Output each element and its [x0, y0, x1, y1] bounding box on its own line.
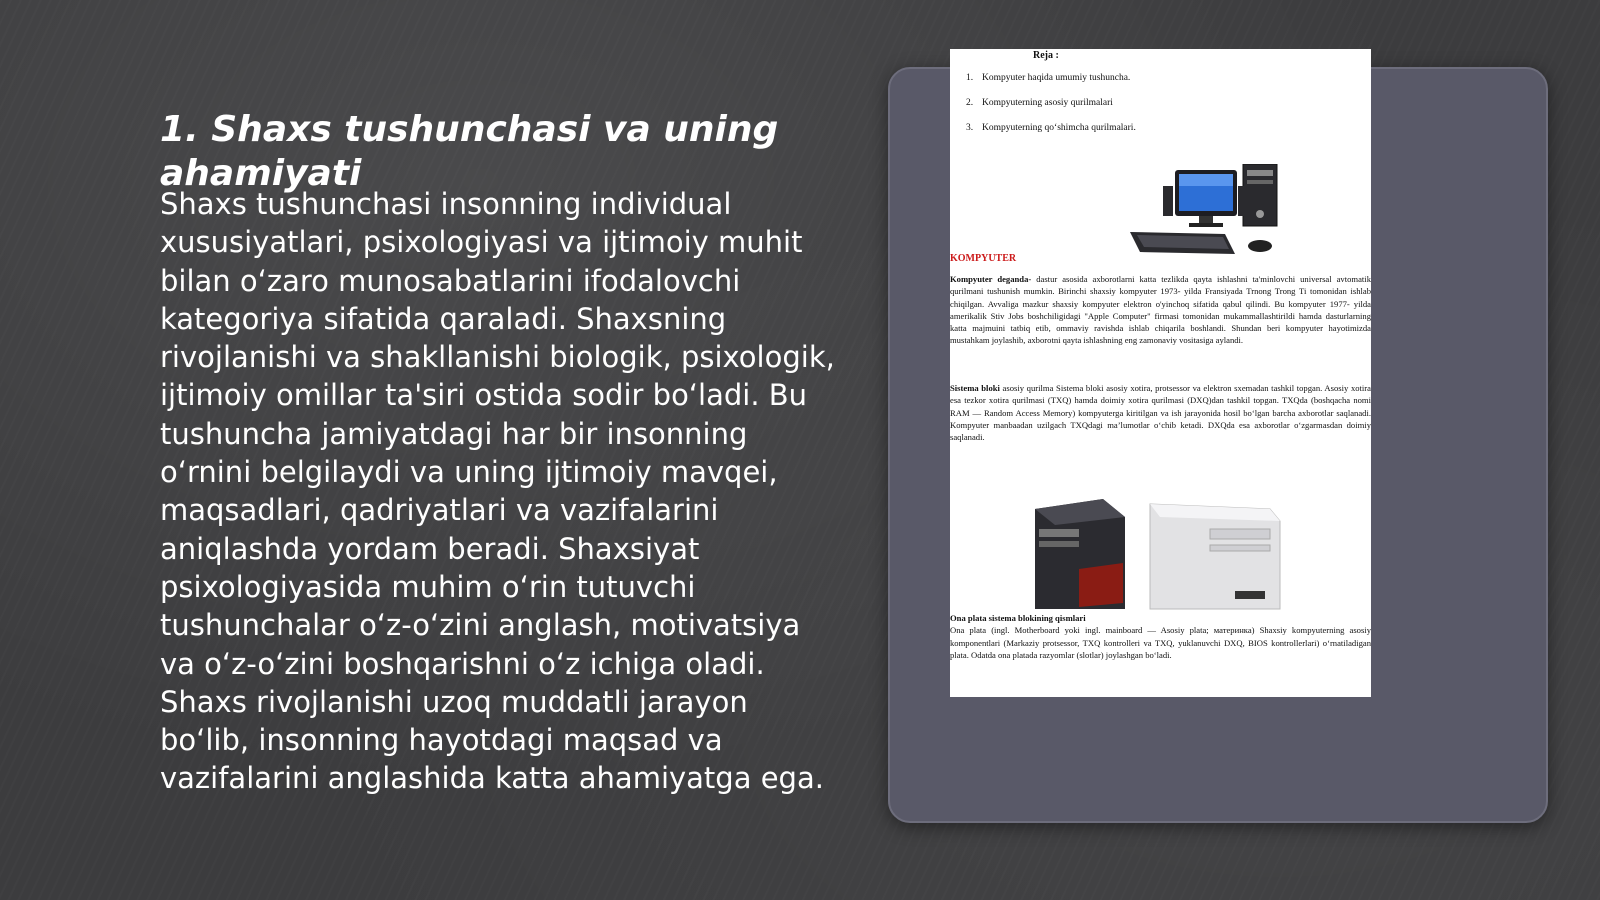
plan-item-number: 2. [966, 98, 974, 108]
document-image [950, 49, 1371, 697]
plan-item-number: 1. [966, 73, 974, 83]
slide-title: 1. Shaxs tushunchasi va uning ahamiyati [160, 109, 779, 194]
desktop-computer-icon [1125, 164, 1295, 269]
plan-item-text: Kompyuter haqida umumiy tushuncha. [982, 73, 1131, 83]
plan-item [966, 98, 1136, 123]
paragraph-bold-lead: Kompyuter deganda- [950, 274, 1032, 284]
paragraph-text: dastur asosida axborotlarni katta tezlikda qayta ishlashni ta'minlovchi universal avtomatik qurilmani tushunish mumkin. Birinchi shaxsiy kompyuter 1973- yilda Fransiyada Trnong Trong Ti tomonidan ishlab chiqilgan. Avvaliga mazkur shaxsiy kompyuter elektron o'yinchoq sifatida qabul qilindi. Bu kompyuter 1977- yilda amerikalik Stiv Jobs boshchiligidagi "Apple Computer" firmasi tomonidan mukammallashtirildi hamda dasturlarning katta majmuini tatbiq etib, ommaviy ravishda ishlab chiqarila boshlandi. Shundan beri kompyuter hayotimizda mustahkam joylashib, axborotni qayta ishlashning eng zamonaviy vositasiga aylandi. [950, 274, 1371, 346]
paragraph-bold-lead: Sistema bloki [950, 383, 1000, 393]
paragraph-kompyuter [950, 273, 1371, 347]
system-unit-icon [1035, 499, 1295, 614]
paragraph-ona-plata [950, 612, 1371, 661]
plan-item [966, 123, 1136, 148]
plan-item-number: 3. [966, 123, 974, 133]
slide-body-text: Shaxs tushunchasi insonning individual xususiyatlari, psixologiyasi va ijtimoiy muhit bilan oʻzaro munosabatlarini ifodalovchi kategoriya sifatida qaraladi. Shaxsning rivojlanishi va shakllanishi biologik, psixologik, ijtimoiy omillar ta'siri ostida sodir boʻladi. Bu tushuncha jamiyatdagi har bir insonning oʻrnini belgilaydi va uning ijtimoiy mavqei, maqsadlari, qadriyatlari va vazifalarini aniqlashda yordam beradi. Shaxsiyat psixologiyasida muhim oʻrin tutuvchi tushunchalar oʻz-oʻzini anglash, motivatsiya va oʻz-oʻzini boshqarishni oʻz ichiga oladi. Shaxs rivojlanishi uzoq muddatli jarayon boʻlib, insonning hayotdagi maqsad va vazifalarini anglashida katta ahamiyatga ega. [160, 187, 835, 796]
paragraph-bold-lead: Ona plata sistema blokining qismlari [950, 613, 1086, 623]
paragraph-text: asosiy qurilma Sistema bloki asosiy xotira, protsessor va elektron sxemadan tashkil topgan. Asosiy xotira esa tezkor xotira qurilmasi (TXQ) hamda doimiy xotira qurilmasi (DXQ)dan tashkil topgan. TXQda (boshqacha nomi RAM — Random Access Memory) kompyuterga kiritilgan va ish jarayonida hosil bo‘lgan barcha axborotlar saqlanadi. Kompyuter manbaadan uzilgach TXQdagi ma’lumotlar o‘chib ketadi. DXQda esa axborotlar o‘zgarmasdan doimiy saqlanadi. [950, 383, 1371, 443]
section-title-kompyuter: KOMPYUTER [950, 253, 1017, 264]
plan-item [966, 73, 1136, 98]
plan-item-text: Kompyuterning asosiy qurilmalari [982, 98, 1113, 108]
paragraph-sistema-bloki [950, 382, 1371, 443]
plan-list [966, 73, 1136, 148]
paragraph-text: Ona plata (ingl. Motherboard yoki ingl. mainboard — Asosiy plata; материнка) Shaxsiy kompyuterning asosiy komponentlari (Markaziy protsessor, TXQ kontrolleri va TXQ, yuklanuvchi DXQ, BIOS kontrollerlari) o‘rnatiladigan plata. Odatda ona platada razyomlar (slotlar) joylashgan bo‘ladi. [950, 625, 1371, 660]
plan-item-text: Kompyuterning qo‘shimcha qurilmalari. [982, 123, 1136, 133]
document-heading: Reja : [1033, 50, 1059, 61]
